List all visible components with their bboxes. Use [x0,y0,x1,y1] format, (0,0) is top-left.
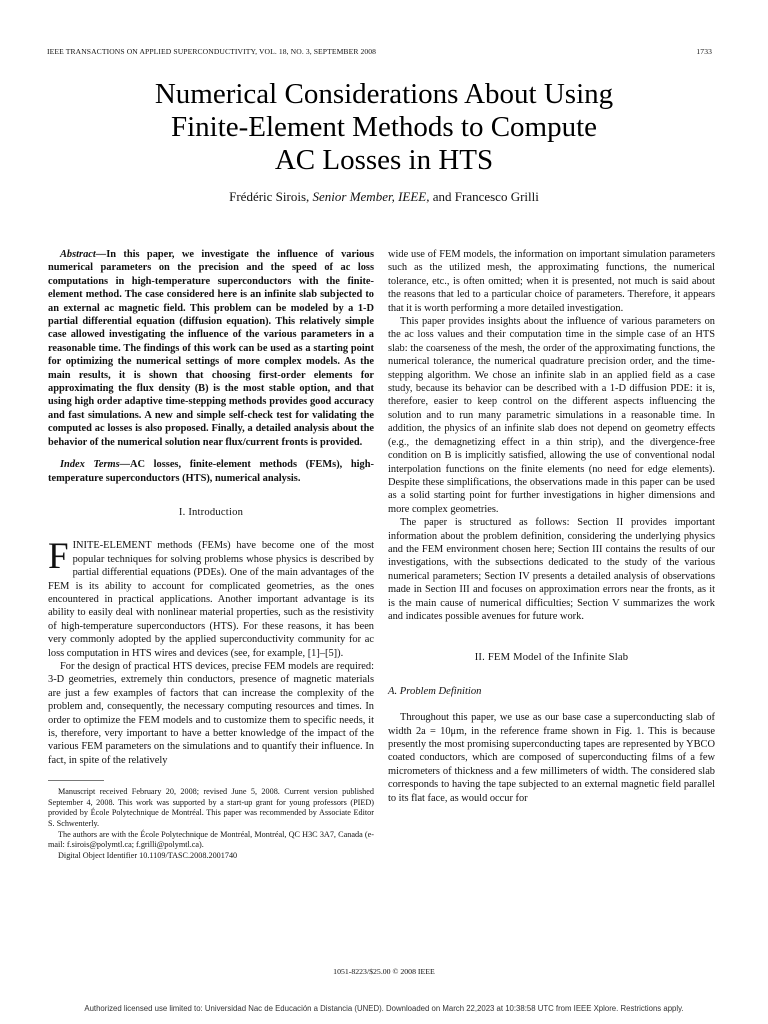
footnote: Digital Object Identifier 10.1109/TASC.2008.2001740 [58,850,238,860]
license-notice: Authorized licensed use limited to: Universidad Nac de Educación a Distancia (UNED). Downloaded on March 22,2023 at 10:38:58 UTC from IEEE Xplore. Restrictions apply. [84,1004,684,1013]
footnote-divider [48,780,104,781]
author-role: Senior Member, IEEE, [312,189,430,204]
copyright-line: 1051-8223/$25.00 © 2008 IEEE [333,967,435,976]
body-paragraph: Throughout this paper, we use as our base case a superconducting slab of width 2a = 10μm, in the reference frame shown in Fig. 1. This is because presently the most promising superconducting tapes are represented by YBCO coated conductors, which are composed of superconducting films of a few micrometers of thickness and a few millimeters of width. The considered slab corresponds to having the tape subjected to an external magnetic field parallel to its flat face, as would occur for [388,712,715,804]
paper-title [0,78,768,177]
index-terms-label: Index Terms— [60,459,131,471]
footnote: Manuscript received February 20, 2008; revised June 5, 2008. Current version published September 4, 2008. This work was supported by a start-up grant for young professors (PIED) provided by École Polytechnique de Montréal. This paper was recommended by Associate Editor S. Schwenterly. [48,787,374,828]
left-column [48,248,374,861]
abstract-text: In this paper, we investigate the influence of various numerical parameters on the precision and the speed of ac loss computations in high-temperature superconductors with the finite-element method. The case considered here is an infinite slab subjected to an external ac magnetic field. This problem can be modeled by a 1-D partial differential equation (diffusion equation). This relatively simple case allowed investigating the influence of the various parameters in a reasonable time. The findings of this work can be used as a starting point for optimizing the numerical settings of more complex models. As the main results, it is shown that choosing first-order elements for approximating the flux density (B) is the most stable option, and that using high order adaptive time-stepping methods provides good accuracy and fast simulations. A new and simple self-check test for validating the computed ac losses is also proposed. Finally, a detailed analysis about the behavior of the numerical solution near flux/current fronts is provided. [48,249,374,448]
body-paragraph: This paper provides insights about the influence of various parameters on the ac loss values and their computation time in the simple case of an HTS slab: the coarseness of the mesh, the order of the approximating functions, the numerical tolerance, the numerical quadrature precision order, and the time-stepping algorithm. We chose an infinite slab in an applied field as a case study, because its behavior can be described with a 1-D diffusion PDE: it is, therefore, easier to keep control on the different aspects influencing the solution and to run many parametric simulations in a reasonable time. In addition, the physics of an infinite slab does not depend on geometry effects (e.g., the demagnetizing effect in a thin strip), and the divergence-free condition on B is implicitly satisfied, allowing the use of conventional nodal interpolation functions on the finite elements (no need for edge elements). Despite these simplifications, the observations made in this paper can be used as a solid starting point for further investigations in higher dimensions and more complex geometries. [388,316,715,515]
footnote: The authors are with the École Polytechnique de Montréal, Montréal, QC H3C 3A7, Canada (e-mail: f.sirois@polymtl.ca; f.grilli@polymtl.ca). [48,829,374,850]
title-line: Numerical Considerations About Using [154,78,614,110]
drop-cap: F [48,536,69,578]
running-header [47,47,712,56]
subsection-heading: A. Problem Definition [388,685,482,697]
right-column [388,248,715,805]
journal-name: IEEE TRANSACTIONS ON APPLIED SUPERCONDUCTIVITY, VOL. 18, NO. 3, SEPTEMBER 2008 [47,47,377,56]
intro-paragraph [48,536,374,660]
page-number: 1733 [696,47,712,56]
body-paragraph: wide use of FEM models, the information on important simulation parameters such as the utilized mesh, the approximating functions, the numerical tolerance, etc., is often omitted; when it is presented, not much is said about the reasons that led to a particular choice of parameters. Therefore, it appears that it is worth performing a more detailed investigation. [388,249,715,314]
abstract-label: Abstract— [60,249,107,260]
index-terms-text: AC losses, finite-element methods (FEMs), high-temperature superconductors (HTS), numerical analysis. [48,459,374,484]
index-terms [48,458,374,485]
author-rest: and Francesco Grilli [432,189,539,204]
section-heading: II. FEM Model of the Infinite Slab [474,652,629,664]
body-paragraph: For the design of practical HTS devices, precise FEM models are required: 3-D geometries, extremely thin conductors, presence of magnetic materials are just a few examples of factors that can increase the complexity of the problem and, consequently, the necessary computing resources and times. In order to optimize the FEM models and to customize them to specific needs, it is, therefore, very important to have a better knowledge of the impact of the various FEM parameters on the simulations and to quantify their influence. In fact, in spite of the relatively [48,660,374,766]
title-line: Finite-Element Methods to Compute [170,111,598,143]
body-paragraph: The paper is structured as follows: Section II provides important information about the problem definition, considering the underlying physics and the FEM environment chosen here; Section III contains the results of our investigations, with the subsections dedicated to the study of the various numerical parameters; Section IV presents a detailed analysis of observations made in Section III and focuses on approximation errors near the fronts, as it is the main cause of numerical difficulties; Section V summarizes the work and indicates possible avenues for future work. [388,517,715,622]
title-line: AC Losses in HTS [274,144,494,176]
abstract [48,248,374,449]
section-heading: I. Introduction [178,506,244,518]
footnotes [48,787,374,861]
intro-text: INITE-ELEMENT methods (FEMs) have become one of the most popular techniques for solving problems whose physics is described by partial differential equations (PDEs). One of the main advantages of the FEM is its ability to account for complicated geometries, as the ones encountered in practical applications. Another important advantage is its ability to easily deal with nonlinear material properties, such as the resistivity of high-temperature superconductors (HTS). For these reasons, it has been very commonly adopted by the applied superconductivity community for ac loss computation in HTS wires and devices (see, for example, [1]–[5]). [48,540,374,659]
author-line [0,189,768,205]
author-first: Frédéric Sirois, [229,189,310,204]
